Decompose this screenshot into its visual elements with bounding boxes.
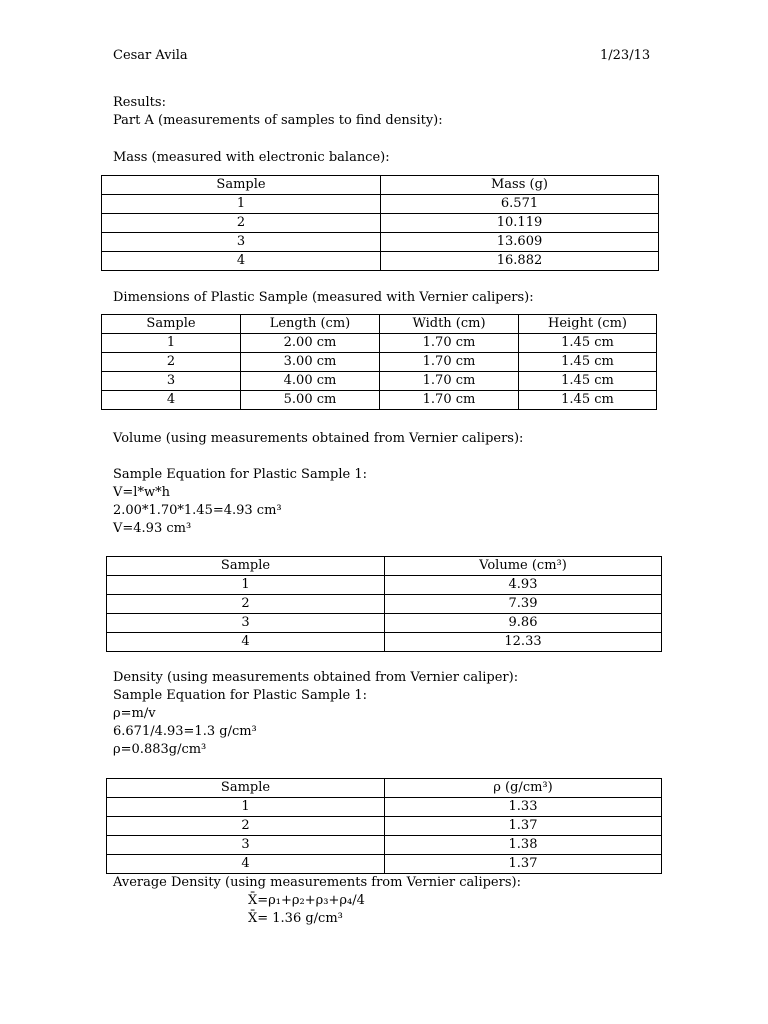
table-header-row bbox=[102, 315, 657, 334]
table-row bbox=[107, 836, 662, 855]
table-cell: 1.70 cm bbox=[380, 372, 519, 391]
volume-formula: V=l*w*h bbox=[113, 485, 170, 500]
table-cell: 4 bbox=[102, 391, 241, 410]
table-cell: 1.45 cm bbox=[519, 334, 657, 353]
table-row bbox=[102, 391, 657, 410]
table-row bbox=[102, 214, 659, 233]
column-header: ρ (g/cm³) bbox=[385, 779, 662, 798]
table-row bbox=[102, 353, 657, 372]
table-row bbox=[107, 576, 662, 595]
mass-table bbox=[101, 175, 659, 271]
table-cell: 1.37 bbox=[385, 855, 662, 874]
results-label: Results: bbox=[113, 95, 166, 110]
table-row bbox=[107, 595, 662, 614]
table-cell: 1 bbox=[107, 576, 385, 595]
average-formula: X̄=ρ₁+ρ₂+ρ₃+ρ₄/4 bbox=[248, 893, 365, 908]
table-cell: 1 bbox=[102, 334, 241, 353]
average-result: X̄= 1.36 g/cm³ bbox=[248, 911, 343, 926]
volume-table bbox=[106, 556, 662, 652]
column-header: Width (cm) bbox=[380, 315, 519, 334]
table-cell: 1 bbox=[102, 195, 381, 214]
table-cell: 3.00 cm bbox=[241, 353, 380, 372]
table-cell: 1.38 bbox=[385, 836, 662, 855]
table-cell: 9.86 bbox=[385, 614, 662, 633]
table-row bbox=[107, 798, 662, 817]
table-cell: 5.00 cm bbox=[241, 391, 380, 410]
table-row bbox=[107, 855, 662, 874]
table-row bbox=[102, 233, 659, 252]
mass-heading: Mass (measured with electronic balance): bbox=[113, 150, 390, 165]
table-cell: 16.882 bbox=[381, 252, 659, 271]
table-cell: 13.609 bbox=[381, 233, 659, 252]
column-header: Sample bbox=[102, 315, 241, 334]
table-cell: 4 bbox=[107, 855, 385, 874]
table-row bbox=[107, 633, 662, 652]
table-cell: 3 bbox=[102, 233, 381, 252]
average-density-heading: Average Density (using measurements from Vernier calipers): bbox=[113, 875, 521, 890]
table-header-row bbox=[102, 176, 659, 195]
table-cell: 2.00 cm bbox=[241, 334, 380, 353]
density-heading: Density (using measurements obtained from Vernier caliper): bbox=[113, 670, 519, 685]
table-cell: 1.70 cm bbox=[380, 391, 519, 410]
table-row bbox=[102, 195, 659, 214]
density-calculation: 6.671/4.93=1.3 g/cm³ bbox=[113, 724, 257, 739]
table-cell: 4 bbox=[102, 252, 381, 271]
table-cell: 2 bbox=[102, 353, 241, 372]
table-cell: 3 bbox=[107, 614, 385, 633]
report-date: 1/23/13 bbox=[600, 48, 651, 63]
dimensions-table bbox=[101, 314, 657, 410]
part-a-heading: Part A (measurements of samples to find density): bbox=[113, 113, 443, 128]
table-row bbox=[102, 252, 659, 271]
volume-result: V=4.93 cm³ bbox=[113, 521, 192, 536]
table-cell: 2 bbox=[107, 595, 385, 614]
volume-equation-title: Sample Equation for Plastic Sample 1: bbox=[113, 467, 367, 482]
column-header: Mass (g) bbox=[381, 176, 659, 195]
table-cell: 1.45 cm bbox=[519, 353, 657, 372]
column-header: Sample bbox=[102, 176, 381, 195]
dimensions-heading: Dimensions of Plastic Sample (measured with Vernier calipers): bbox=[113, 290, 534, 305]
table-row bbox=[102, 372, 657, 391]
table-cell: 1.70 cm bbox=[380, 353, 519, 372]
table-cell: 1 bbox=[107, 798, 385, 817]
column-header: Sample bbox=[107, 557, 385, 576]
density-formula: ρ=m/v bbox=[113, 706, 156, 721]
table-row bbox=[107, 817, 662, 836]
table-cell: 1.37 bbox=[385, 817, 662, 836]
column-header: Length (cm) bbox=[241, 315, 380, 334]
table-cell: 12.33 bbox=[385, 633, 662, 652]
table-cell: 4.93 bbox=[385, 576, 662, 595]
table-cell: 2 bbox=[102, 214, 381, 233]
table-header-row bbox=[107, 557, 662, 576]
author-name: Cesar Avila bbox=[113, 48, 188, 63]
table-header-row bbox=[107, 779, 662, 798]
table-cell: 3 bbox=[102, 372, 241, 391]
table-cell: 1.45 cm bbox=[519, 372, 657, 391]
table-cell: 3 bbox=[107, 836, 385, 855]
density-equation-title: Sample Equation for Plastic Sample 1: bbox=[113, 688, 367, 703]
table-cell: 2 bbox=[107, 817, 385, 836]
table-row bbox=[102, 334, 657, 353]
table-cell: 4.00 cm bbox=[241, 372, 380, 391]
table-cell: 10.119 bbox=[381, 214, 659, 233]
column-header: Sample bbox=[107, 779, 385, 798]
table-cell: 1.33 bbox=[385, 798, 662, 817]
column-header: Volume (cm³) bbox=[385, 557, 662, 576]
table-cell: 1.45 cm bbox=[519, 391, 657, 410]
density-result: ρ=0.883g/cm³ bbox=[113, 742, 207, 757]
table-cell: 7.39 bbox=[385, 595, 662, 614]
table-cell: 1.70 cm bbox=[380, 334, 519, 353]
column-header: Height (cm) bbox=[519, 315, 657, 334]
volume-calculation: 2.00*1.70*1.45=4.93 cm³ bbox=[113, 503, 282, 518]
density-table bbox=[106, 778, 662, 874]
volume-heading: Volume (using measurements obtained from Vernier calipers): bbox=[113, 431, 524, 446]
table-cell: 6.571 bbox=[381, 195, 659, 214]
table-row bbox=[107, 614, 662, 633]
table-cell: 4 bbox=[107, 633, 385, 652]
